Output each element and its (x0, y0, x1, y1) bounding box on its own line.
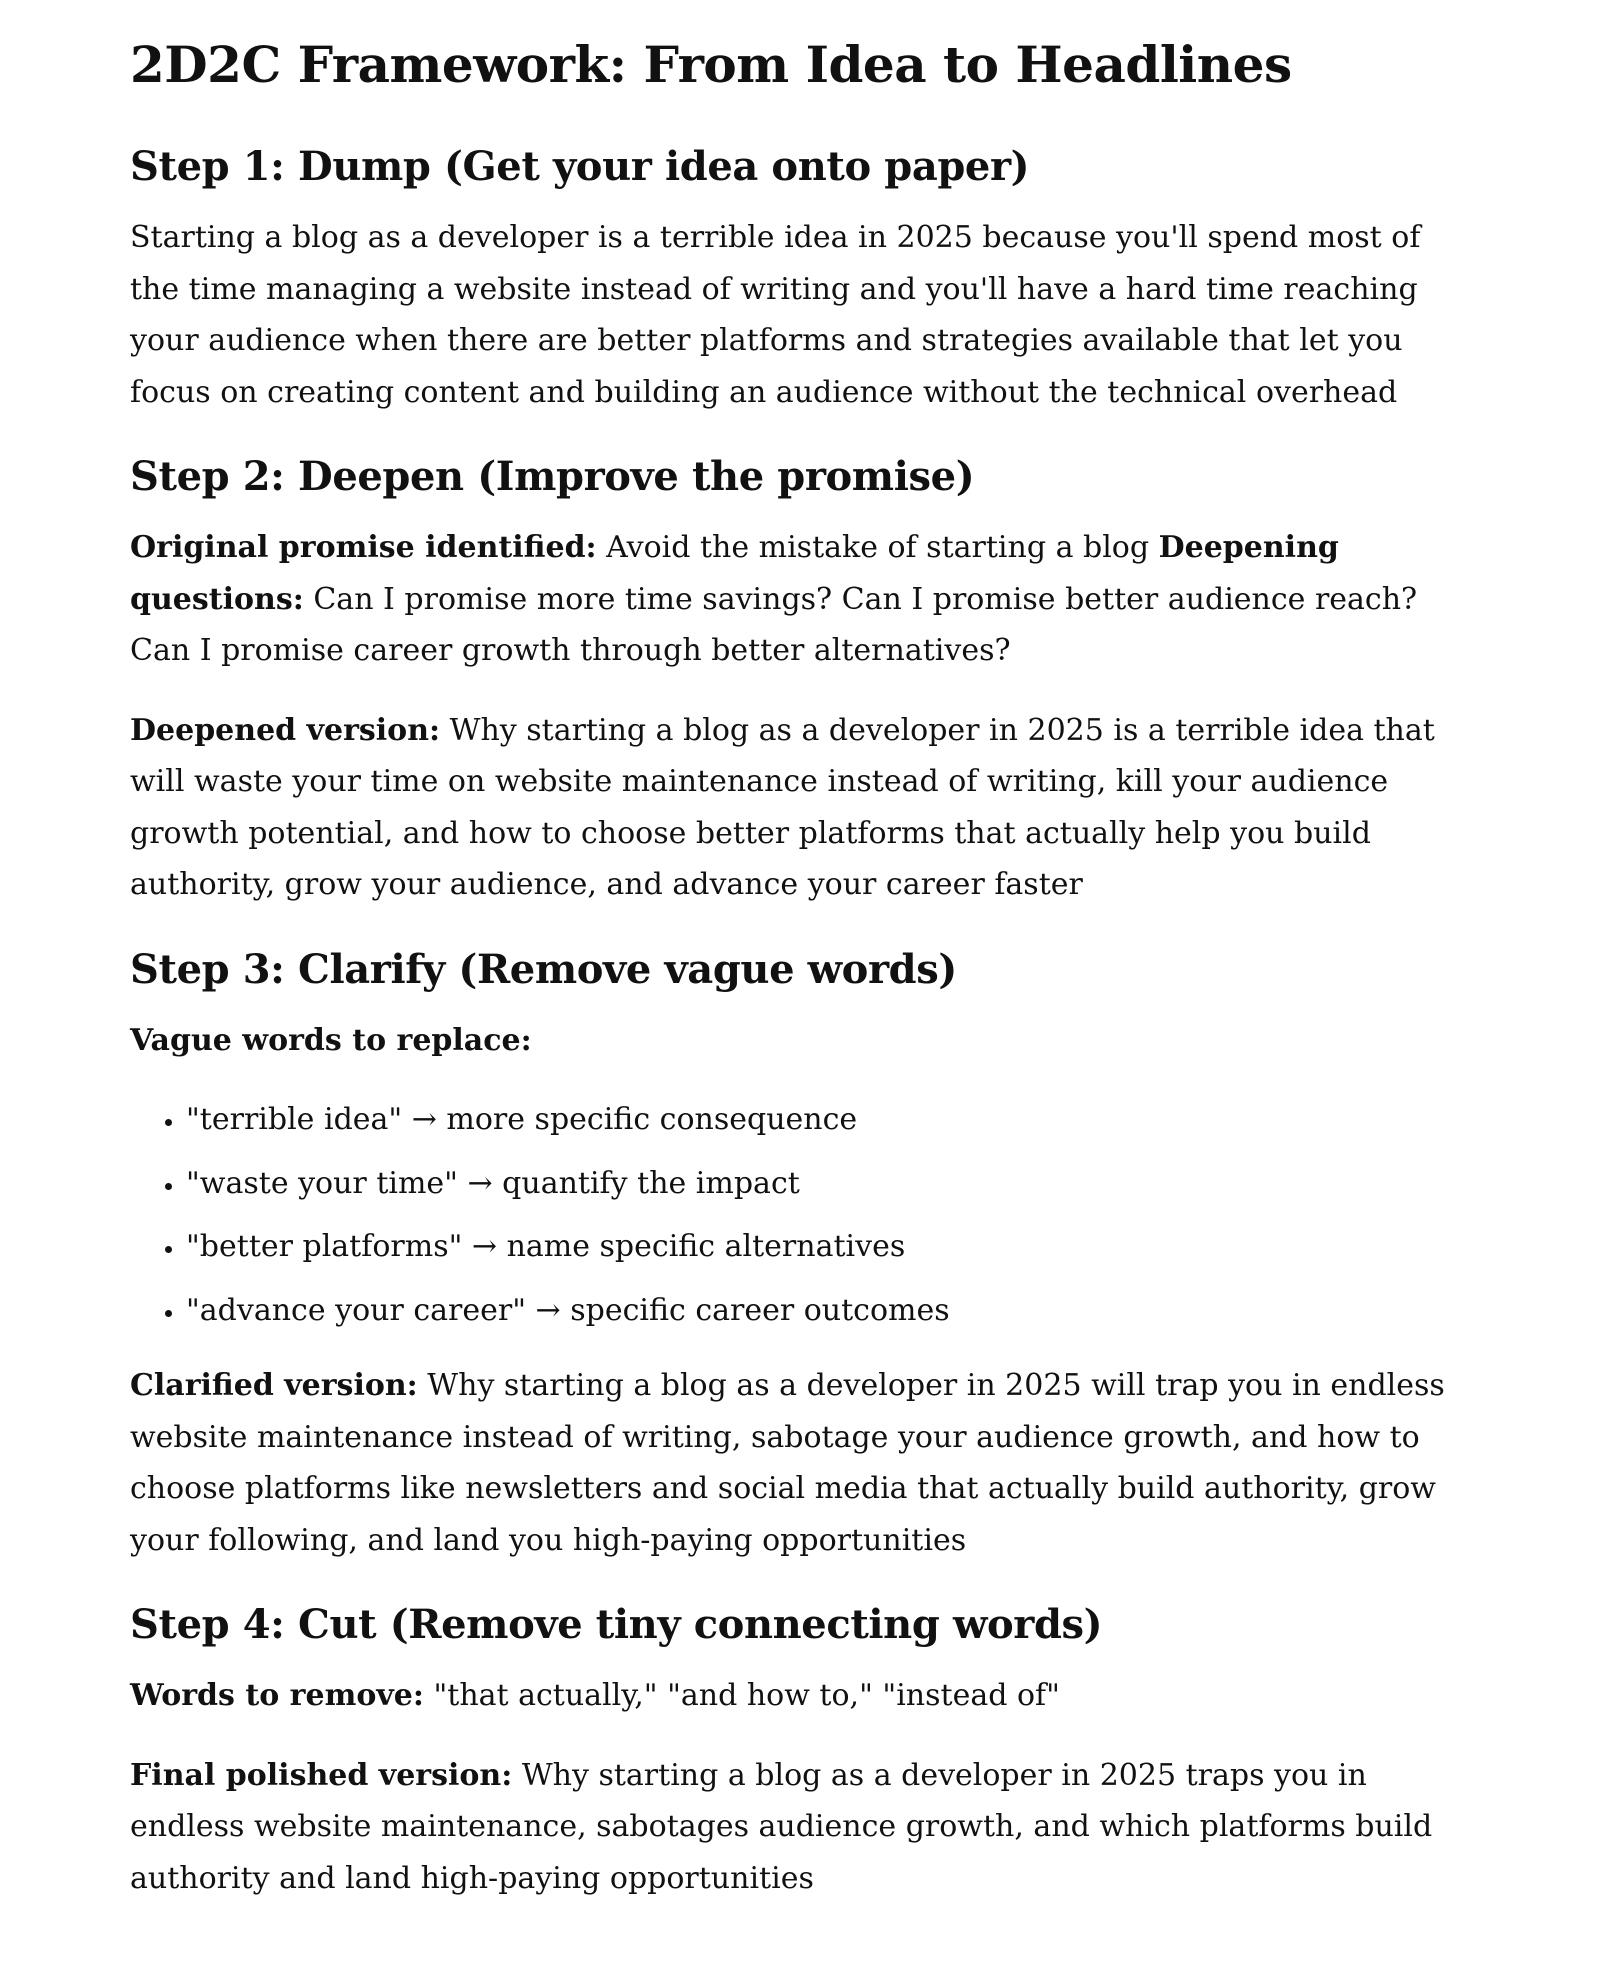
words-to-remove-text: "that actually," "and how to," "instead of" (423, 1678, 1060, 1713)
clarified-version-label: Clarified version: (130, 1368, 418, 1403)
step-1-section (130, 140, 1478, 418)
final-version-label: Final polished version: (130, 1757, 513, 1793)
step-1-heading: Step 1: Dump (Get your idea onto paper) (130, 143, 1030, 190)
final-version-paragraph (130, 1750, 1478, 1905)
step-2-deepened-paragraph (130, 705, 1478, 911)
step-3-section (130, 943, 1478, 1567)
step-2-promise-paragraph (130, 522, 1478, 677)
deepening-questions-text: Can I promise more time savings? Can I promise better audience reach? Can I promise career growth through better alternatives? (130, 581, 1418, 668)
vague-words-label: Vague words to replace: (130, 1022, 532, 1058)
step-1-body: Starting a blog as a developer is a terrible idea in 2025 because you'll spend most of the time managing a website instead of writing and you'll have a hard time reaching your audience when there are better platforms and strategies available that let you focus on creating content and building an audience without the technical overhead (130, 220, 1421, 410)
step-4-section (130, 1598, 1478, 1904)
step-4-heading: Step 4: Cut (Remove tiny connecting words) (130, 1601, 1103, 1648)
original-promise-text: Avoid the mistake of starting a blog (596, 530, 1159, 565)
list-item: • "better platforms" → name specific alternatives (186, 1221, 1478, 1273)
deepening-questions-label: Deepening questions: (130, 530, 1339, 617)
step-3-heading: Step 3: Clarify (Remove vague words) (130, 945, 957, 993)
clarified-version-paragraph (130, 1360, 1478, 1566)
deepened-version-text: Why starting a blog as a developer in 2025 is a terrible idea that will waste your time on website maintenance instead of writing, kill your audience growth potential, and how to choose better platforms that actually help you build authority, grow your audience, and advance your career faster (130, 712, 1435, 902)
list-item: • "waste your time" → quantify the impact (186, 1158, 1478, 1210)
final-version-text: Why starting a blog as a developer in 2025 traps you in endless website maintenance, sabotages audience growth, and which platforms build authority and land high-paying opportunities (130, 1757, 1433, 1896)
clarified-version-text: Why starting a blog as a developer in 2025 will trap you in endless website maintenance instead of writing, sabotage your audience growth, and how to choose platforms like newsletters and social media that actually build authority, grow your following, and land you high-paying opportunities (130, 1368, 1445, 1558)
step-2-section (130, 450, 1478, 911)
deepened-version-label: Deepened version: (130, 712, 441, 748)
list-item: • "advance your career" → specific career outcomes (186, 1285, 1478, 1337)
vague-words-paragraph (130, 1015, 1478, 1067)
words-to-remove-paragraph (130, 1670, 1478, 1722)
vague-words-list (130, 1094, 1478, 1336)
words-to-remove-label: Words to remove: (130, 1678, 424, 1713)
list-item: • "terrible idea" → more specific consequence (186, 1094, 1478, 1146)
step-2-heading: Step 2: Deepen (Improve the promise) (130, 453, 975, 500)
original-promise-label: Original promise identified: (130, 530, 597, 565)
page-title: 2D2C Framework: From Idea to Headlines (130, 35, 1292, 94)
